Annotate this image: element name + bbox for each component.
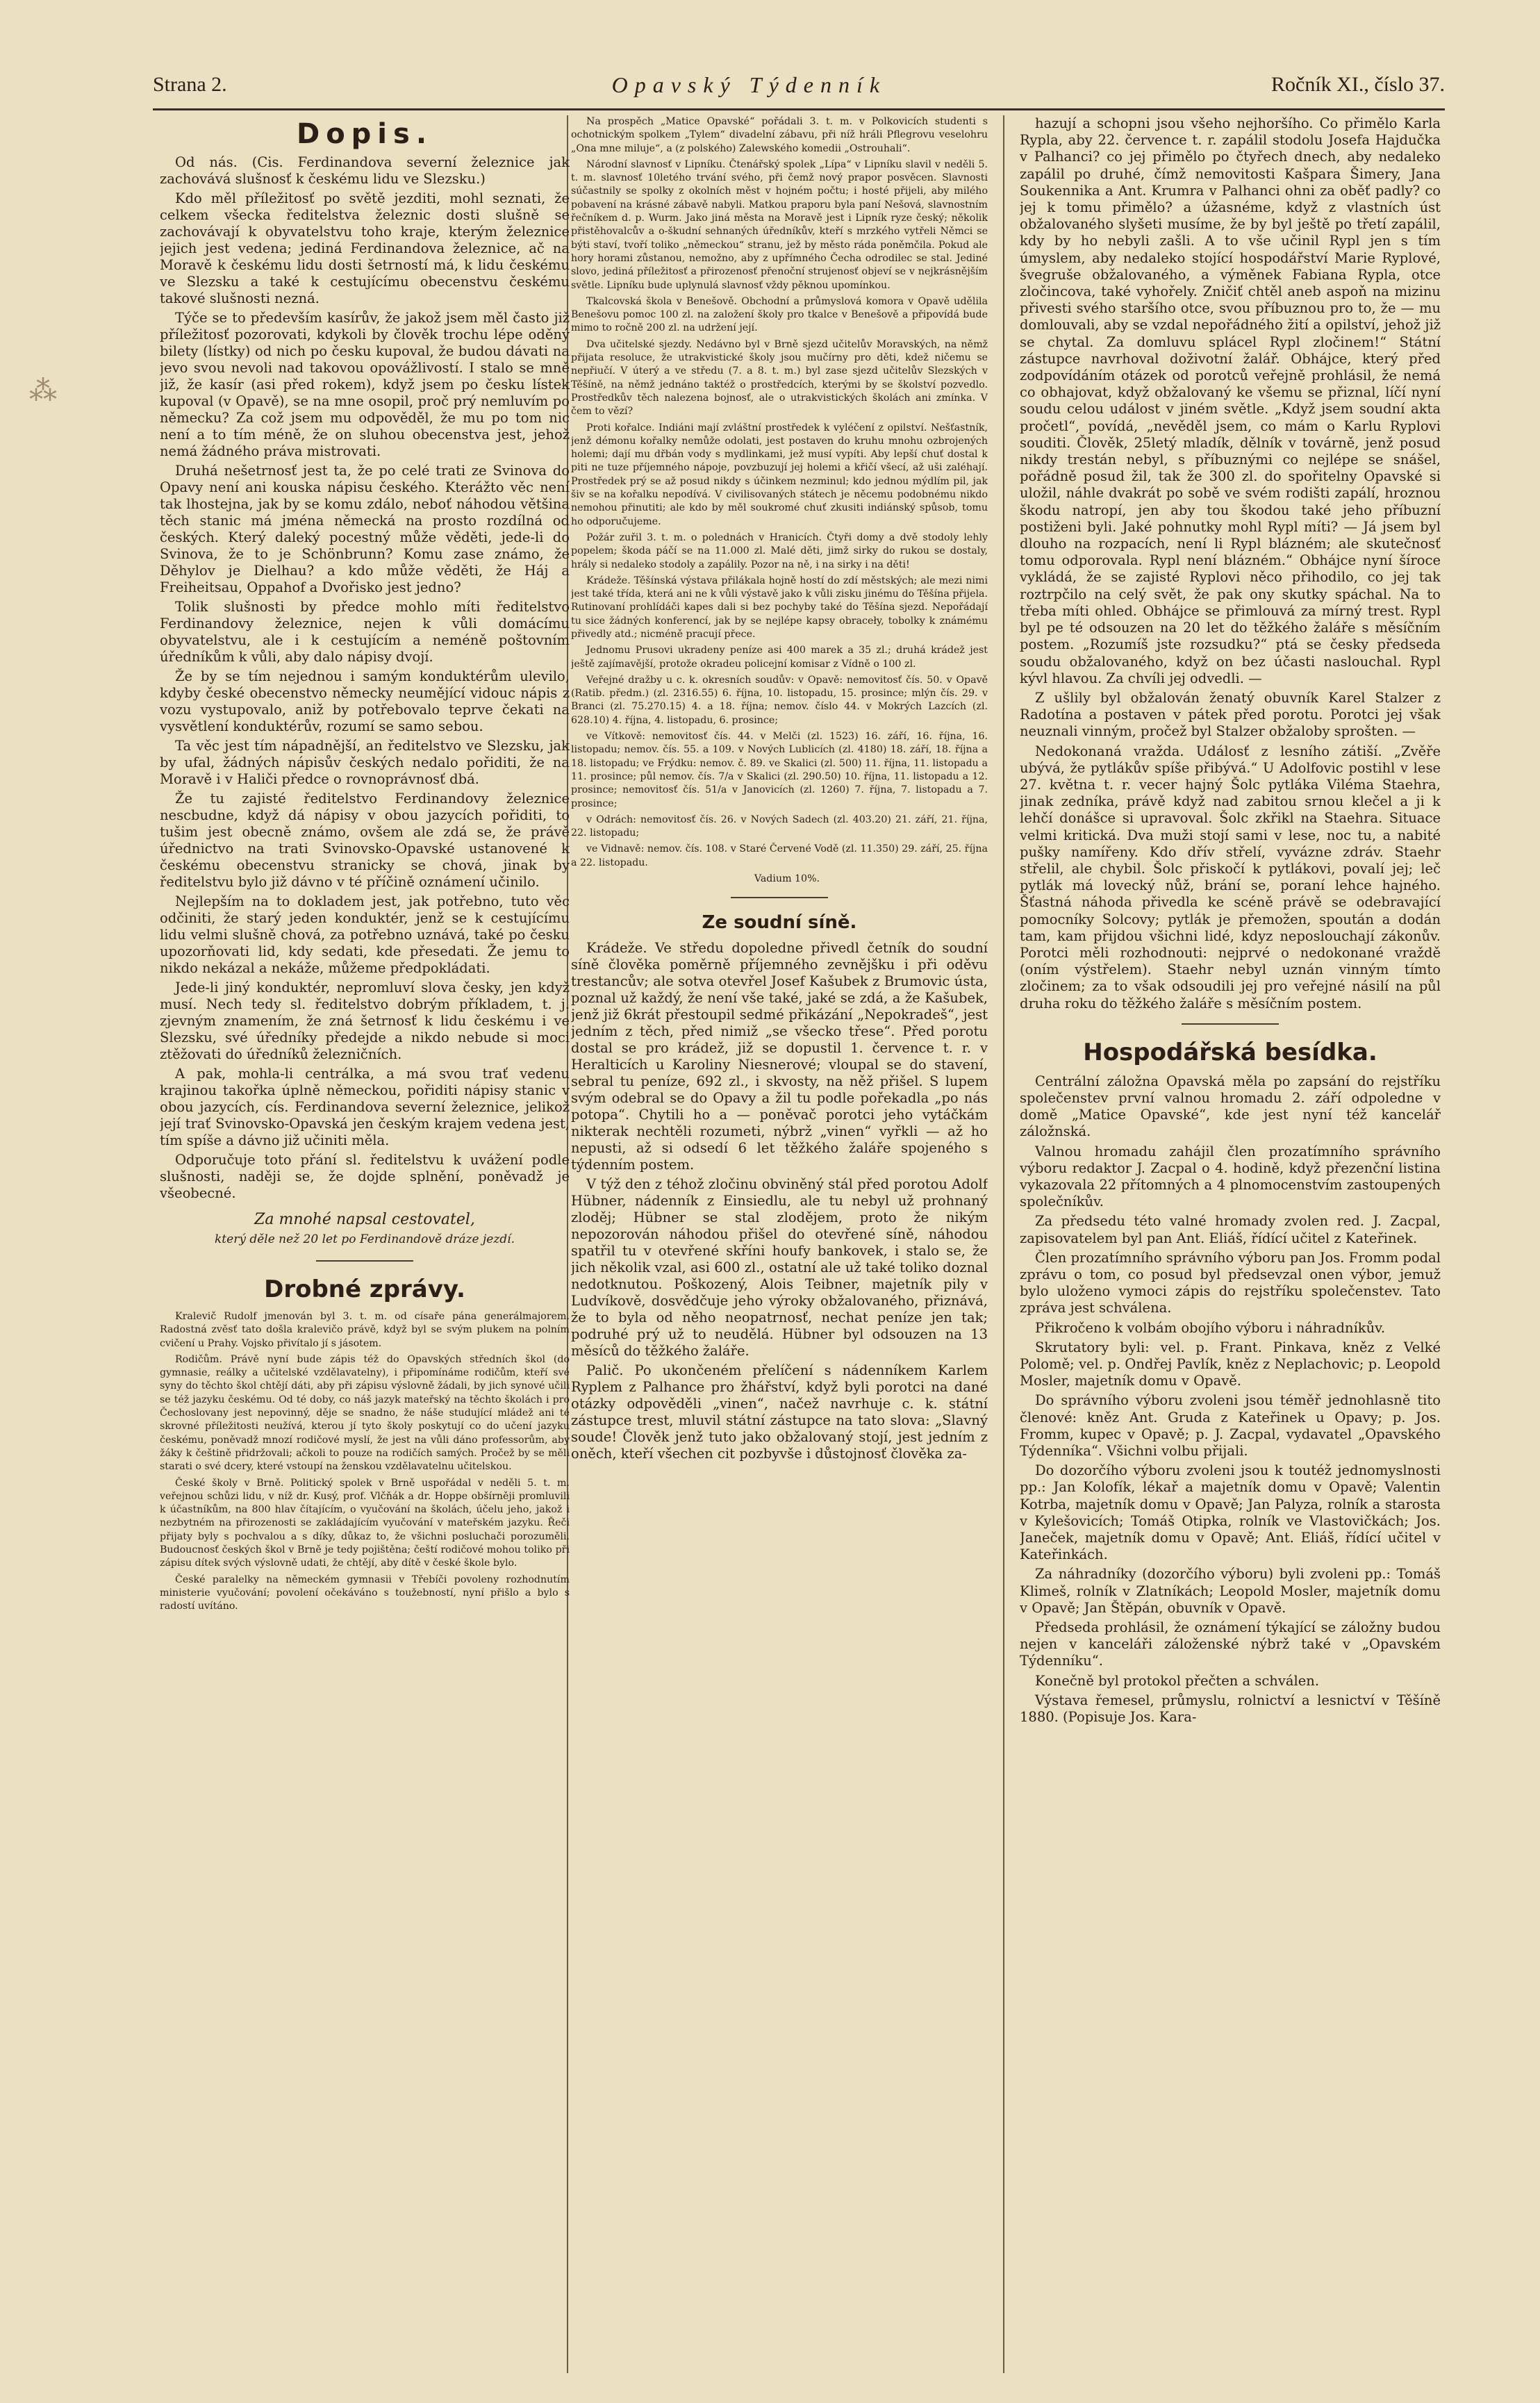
paragraph: Krádeže. Ve středu dopoledne přivedl četník do soudní síně člověka poměrně příjemného zevnějšku i při oděvu trestancův; ale sotva otevřel Josef Kašubek z Brumovic ústa, poznal už každý, že není vše také, jaké se zdá, a že Kašubek, jenž již 6krát přestoupil sedmé přikázání „Nepokradeš“, jest jedním z těch, před nimiž „se všecko třese“. Před porotu dostal se pro krádež, již se dopustil 1. července t. r. v Heralticích u Karoliny Niesnerové; vloupal se do stavení, sebral tu peníze, 692 zl., i skvosty, na něž přišel. S lupem svým odebral se do Opavy a žil tu podle pořekadla „po nás potopa“. Chytili ho a — poněvač porotci jeho vytáčkám nikterak nechtěli rozumeti, nýbrž „vinen“ vyřkli — až ho nepusti, až si odsedí 6 let těžkého žaláře spojeného s týdenním postem.	[571, 940, 988, 1173]
drobne-heading: Drobné zprávy.	[264, 1275, 465, 1303]
paragraph: Jede-li jiný konduktér, nepromluví slova česky, jen když musí. Nech tedy sl. ředitelstvo dobrým příkladem, t. j. zjevným znamením, že zná šetrnosť k lidu českému i ve Slezsku, své úředníky předejde a nikdo nebude si moci ztěžovati do úředníků železničních.	[160, 980, 570, 1062]
court-continuation	[1020, 115, 1441, 1012]
paragraph: Proti kořalce. Indiáni mají zvláštní prostředek k vyléčení z opilství. Nešťastník, jenž démonu kořalky nemůže odolati, jest postaven do kruhu mnohu ozbrojených holemi; dají mu dřbán vody s mydlinkami, jež musí vypíti. Aby lepší chuť dostal k piti ne tuze příjemného nápoje, povzbuzují jej holemi a křičí všecí, až uši zaléhají. Prostředek prý se až posud nikdy s účinkem nezminul; kdo jednou mýdlím pil, jak šiv se na kořalku nepodívá. V civilisovaných státech je něcemu podobnému nikdo nemohou přinutiti; ale kdo by měl soukromé chuť zkusiti indiánský spůsob, tomu ho odporučujeme.	[571, 422, 988, 527]
paragraph: Konečně byl protokol přečten a schválen.	[1035, 1672, 1320, 1689]
paragraph: Výstava řemesel, průmyslu, rolnictví a lesnictví v Těšíně 1880. (Popisuje Jos. Kara-	[1020, 1692, 1441, 1726]
paragraph: Nedokonaná vražda. Událosť z lesního zátiší. „Zvěře ubývá, že pytlákův spíše přibývá.“ U Adolfovic postihl v lese 27. května t. r. vecer hajný Šolc pytláka Viléma Staehra, jinak zedníka, právě když nad zabitou srnou klečel a ji k lehčí donášce si upravoval. Šolc zkřikl na Staehra. Situace velmi kritická. Dva muži stojí sami v lese, noc tu, a nabité pušky namířeny. Kdo dřív střelí, vyvázne zdráv. Staehr střelil, ale chybil. Šolc přiskočí k pytlákovi, povalí jej; leč pytlák má lovecký nůž, brání se, poraní lehce hajného. Šťastná náhoda přivedla ke scéně právě se odebravající pomocníky Solcovy; pytlák je přemožen, spoután a dodán tam, kam přijdou všichni lidé, kdyz neposlouchají zákonův. Porotci měli rozhodnouti: nejprvé o nedokonané vraždě (oním výstřelem). Staehr nebyl uznán vinným tímto zločinem; za to však odsoudili jej pro veřejné násilí na půl druha roku do těžkého žaláře s měsíčním postem.	[1020, 743, 1441, 1011]
paragraph: v Odrách: nemovitosť čís. 26. v Nových Sadech (zl. 403.20) 21. září, 21. října, 22. listopadu;	[571, 814, 988, 839]
signature-line-2: který děle než 20 let po Ferdinandově dráze jezdí.	[215, 1232, 515, 1246]
paragraph: Dva učitelské sjezdy. Nedávno byl v Brně sjezd učitelův Moravských, na němž přijata resoluce, že utrakvistické školy jsou mučírny pro děti, kdež ničemu se nepřiučí. V úterý a ve středu (7. a 8. t. m.) byl zase sjezd učitelův Slezských v Těšíně, na němž jednáno taktéž o prostředcích, kterými by se školství pozvedlo. Prostředkův těch nalezena bojnosť, ale o utrakvistických školách ani zmínka. V čem to vězí?	[571, 338, 988, 418]
soudni-article	[571, 940, 988, 1462]
paragraph: Odporučuje toto přání sl. ředitelstvu k uvážení podle slušnosti, naději se, že dojde splnění, poněvadž je všeobecné.	[160, 1152, 570, 1201]
scan-mark: ⁂	[29, 375, 57, 407]
paragraph: Veřejné dražby u c. k. okresních soudův: v Opavě: nemovitosť čís. 50. v Opavě (Ratib. předm.) (zl. 2316.55) 6. října, 10. listopadu, 15. prosince; mlýn čís. 29. v Branci (zl. 75.270.15) 4. a 18. října; nemov. číslo 44. v Mokrých Lazcích (zl. 628.10) 4. října, 4. listopadu, 6. prosince;	[571, 674, 988, 726]
hospodarska-heading: Hospodářská besídka.	[1083, 1038, 1377, 1066]
paragraph: Za náhradníky (dozorčího výboru) byli zvoleni pp.: Tomáš Klimeš, rolník v Zlatníkách; Leopold Mosler, majetník domu v Opavě; Jan Štěpán, obuvník v Opavě.	[1020, 1566, 1441, 1616]
signature-line-1: Za mnohé napsal cestovatel,	[254, 1211, 475, 1228]
paragraph: Skrutatory byli: vel. p. Frant. Pinkava, kněz z Velké Polomě; vel. p. Ondřej Pavlík, kněz z Neplachovic; p. Leopold Mosler, majetník domu v Opavě.	[1020, 1339, 1441, 1389]
paragraph: Jednomu Prusovi ukradeny peníze asi 400 marek a 35 zl.; druhá krádež jest ještě zajímavější, protože okradeu policejní komisar z Vídně o 100 zl.	[571, 645, 988, 670]
paragraph: Do správního výboru zvoleni jsou téměř jednohlasně tito členové: kněz Ant. Gruda z Kateřinek u Opavy; p. Jos. Fromm, kupec v Opavě; p. J. Zacpal, vydavatel „Opavského Týdenníka“. Všichni volbu přijali.	[1020, 1392, 1441, 1460]
paragraph: Že by se tím nejednou i samým konduktérům ulevilo, kdyby české obecenstvo německy neumějící vidouc nápis z vozu vystupovalo, aniž by potřebovalo teprve čekati na vysvětlení konduktérův, rozumí se samo sebou.	[160, 668, 570, 734]
paragraph: Krádeže. Těšínská výstava přilákala hojně hostí do zdí městských; ale mezi nimi jest také třída, která ani ne k vůli výstavě jako k vůli zisku jinému do Těšína přijela. Rutinovaní prohlídáči kapes dali si bez pochyby také do Těšína sjezd. Nepořádají tu sice žádných konferencí, jak by se nejlépe kapsy obraceły, tobolky k známému přivedly atd.; nicméně pracují přece.	[571, 575, 988, 640]
paragraph: V týž den z téhož zločinu obviněný stál před porotou Adolf Hübner, nádenník z Einsiedlu, ale tu nebyl už prohnaný zloděj; Hübner se stal zlodějem, proto že nikým nepozorován náhodou přišel do otevřené síně, náhodou spatřil tu v otevřené skříni houfy bankovek, i stalo se, že jich několik vzal, asi 600 zl., ostatní ale už také toliko doznal nedotknutou. Poškozený, Alois Teibner, majetník pily v Ludvíkově, dosvědčuje jeho výroky obžalovaného, přiznává, že to byla od něho neopatrnosť, nechat peníze jen tak; podruhé prý už to neudělá. Hübner byl odsouzen na 13 měsíců do těžkého žaláře.	[571, 1176, 988, 1360]
header-rule	[153, 108, 1445, 110]
dopis-heading: Dopis.	[296, 118, 433, 150]
paragraph: Vadium 10%.	[754, 873, 820, 885]
drobne-article	[160, 1310, 570, 1614]
hospodarska-article	[1020, 1073, 1441, 1726]
dopis-signature	[160, 1210, 570, 1249]
paragraph: Požár zuřil 3. t. m. o polednách v Hranicích. Čtyři domy a dvě stodoly lehly popelem; škoda páčí se na 11.000 zl. Malé děti, jimž sirky do rukou se dostaly, hrály si nedaleko stodoly a zapálily. Pozor na ně, i na sirky i na děti!	[571, 531, 988, 570]
paragraph: Národní slavnosť v Lipníku. Čtenářský spolek „Lípa“ v Lipníku slavil v neděli 5. t. m. slavnosť 10letého trvání svého, při čemž nový prapor posvěcen. Slavnosti súčastnily se spolky z okolních měst v hojném počtu; i hosté přijeli, aby milého pobavení na krásné zábavě nabyli. Matkou praporu byla paní Nešová, slavnostním řečníkem d. p. Wurm. Jako jiná města na Moravě jest i Lipník ryze český; několik přistěhovalcův a o-škudní sehnaných úředníkův, kteří s mrzkého vytřeli Němci se býti staví, tvoří toliko „německou“ stranu, jež by město ráda poněmčila. Pokud ale hory horami zůstanou, nemožno, aby z upřímného Čecha odrodilec se stal. Jediné slovo, jediná příležitosť a přirozenosť přenoční strujenosť objeví se v nejkrásnějším světle. Lipníku bude uplynulá slavnosť vždy pěknou upomínkou.	[571, 158, 988, 291]
paragraph: Ta věc jest tím nápadnější, an ředitelstvo ve Slezsku, jak by ufal, žádných nápisův českých nedalo pořiditi, že na Moravě i v Haliči předce o rovnoprávnosť dbá.	[160, 738, 570, 787]
paragraph: ve Vítkově: nemovitosť čís. 44. v Melči (zl. 1523) 16. září, 16. října, 16. listopadu; nemov. čís. 55. a 109. v Nových Lublicích (zl. 4180) 18. září, 18. října a 18. listopadu; ve Frýdku: nemov. č. 89. ve Skalici (zl. 500) 11. října, 11. listopadu a 11. prosince; půl nemov. čís. 7/a v Skalici (zl. 290.50) 10. října, 11. listopadu a 12. prosince; nemovitosť čís. 51/a v Janovicích (zl. 1260) 7. října, 7. listopadu a 7. prosince;	[571, 731, 988, 809]
paragraph: Kralevič Rudolf jmenován byl 3. t. m. od císaře pána generálmajorem. Radostná zvěsť tato došla kralevičo právě, když byl se svým plukem na polním cvičení u Prahy. Vojsko přivítalo jí s jásotem.	[160, 1311, 570, 1349]
page-header	[153, 67, 1445, 103]
paragraph: hazují a schopni jsou všeho nejhoršího. Co přimělo Karla Rypla, aby 22. července t. r. zapálil stodolu Josefa Hajdučka v Palhanci? co jej přimělo po čtyřech dnech, aby nedaleko zapálil po druhé, čímž nemovitosti Kašpara Šimery, Jana Soukennika a Ant. Krumra v Palhanci ohni za oběť padly? co jej k tomu přimělo? a úžasnéme, když z vlastních úst obžalovaného slyšeti musíme, že by byl ještě po třetí zapálil, kdy by ho nebyli zašli. A to vše učinil Rypl jen s tím úmyslem, aby nedaleko stojící hospodářství Marie Ryplové, švegruše obžalovaného, a výměnek Fabiana Rypla, otce zločincova, také vyhořely. Zničiť chtěl aneb aspoň na mizinu přivesti svého staršího otce, svou příbuznou pro to, že — mu domlouvali, aby se vzdal nepořádného žití a opilství, jehož již se chytal. Za domluvu splácel Rypl zločinem!“ Státní zástupce navrhoval doživotní žalář. Obhájce, který před zodpovídáním otázek od porotců veřejně prohlásil, že nemá co obhajovat, když obžalovaný ke všemu se přiznal, líčí nyní soudu celou událost v jiném světle. „Když jsem soudní akta pročetl“, povídá, „nevěděl jsem, co mám o Karlu Ryplovi souditi. Člověk, 25letý mladík, dělník v továrně, jenž posud nikdy trestán nebyl, s příbuznými co nejlépe se snášel, pořádně posud žil, tak že 300 zl. do spořitelny Opavské si uložil, náhle dvakrát po sobě ve svém rodišti zapálí, hroznou škodu natropí, jen aby tou škodou také jeho příbuzní postiženi byli. Jaké pohnutky mohl Rypl míti? — Já jsem byl dlouho na rozpacích, není li Rypl blázném; ale skutečnosť tomu odporovala. Rypl není blázném.“ Obhájce nyní šíroce vykládá, že se zajisté Ryplovi něco přihodilo, co jej tak roztrpčilo na celý svět, že pak ony skutky spáchal. Na to třeba míti ohled. Obhájce se přimlouvá za mírný trest. Rypl byl pe té odsouzen na 20 let do těžkého žaláře s měsíčním postem. „Rozumíš jste rozsudku?“ ptá se česky předseda soudu obžalovaného, když on bez účasti naslouchal. Rypl kývl hlavou. Za chvíli jej odvedli. —	[1020, 115, 1441, 686]
column-divider-2	[1003, 115, 1004, 2373]
paragraph: Předseda prohlásil, že oznámení týkající se záložny budou nejen v kanceláři záloženské nýbrž také v „Opavském Týdenníku“.	[1020, 1619, 1441, 1669]
section-divider	[731, 897, 828, 898]
dopis-article	[160, 154, 570, 1202]
paragraph: Z ušlily byl obžalován ženatý obuvník Karel Stalzer z Radotína a postaven v pátek před porotu. Porotci jej však neuznali vinným, pročež byl Stalzer obžaloby sprošten. —	[1020, 689, 1441, 740]
paragraph: Tolik slušnosti by předce mohlo míti ředitelstvo Ferdinandovy železnice, nejen k vůli domácímu obyvatelstvu, ale i k cestujícím a neméně poštovním úředníkům k vůli, aby dalo nápisy dvojí.	[160, 599, 570, 665]
column-1	[160, 115, 570, 2373]
paragraph: Do dozorčího výboru zvoleni jsou k toutéž jednomyslnosti pp.: Jan Kolofík, lékař a majetník domu v Opavě; Valentin Kotrba, majetník domu v Opavě; Jan Palyza, rolník a starosta v Kylešovicích; Tomáš Otipka, rolník ve Vlastovičkách; Jos. Janeček, majetník domu v Opavě; Ant. Eliáš, řídící učitel v Kateřinkách.	[1020, 1462, 1441, 1563]
paragraph: Kdo měl příležitosť po světě jezditi, mohl seznati, že celkem všecka ředitelstva železnic dosti slušně se zachovávají k obyvatelstvu toho kraje, kterým železnice jejich jest vedena; jediná Ferdinandova železnice, ač na Moravě k českému lidu dosti šetrností má, k lidu českému ve Slezsku a také k cestujícímu obecenstvu českému takové slušnosti nezná.	[160, 190, 570, 306]
column-2	[571, 115, 988, 2373]
paragraph: A pak, mohla-li centrálka, a má svou trať vedenu krajinou takořka úplně německou, pořiditi nápisy stanic v obou jazycích, cís. Ferdinandova severní železnice, jelikož její trať Svinovsko-Opavská jen českým krajem vedena jest, tím spíše a dávno již učiniti měla.	[160, 1066, 570, 1148]
paragraph: ve Vidnavě: nemov. čís. 108. v Staré Červené Vodě (zl. 11.350) 29. září, 25. října a 22. listopadu.	[571, 843, 988, 868]
section-divider	[1182, 1023, 1279, 1025]
soudni-heading: Ze soudní síně.	[702, 912, 857, 934]
paragraph: Rodičům. Právě nyní bude zápis též do Opavských středních škol (do gymnasie, reálky a učitelské vzdělavatelny), i připomínáme rodičům, kteří své syny do těchto škol chtějí dáti, aby při zápisu výslovně žádali, by jich synové učili se též jazyku českému. Od té doby, co náš jazyk mateřský na těchto školách i pro Čechoslovany jest nepovinný, děje se snadno, že náše studující mládež ani té skrovné příležitosti neužívá, kterou jí tyto školy poskytují co do učení jazyku českému, poněvadž mnozí rodičové myslí, že jest na vůli dáno professorům, aby žáky k češtině přidržovali; ačkoli to pouze na rodičích samých. Pročež by se měli starati o své dcery, které vstoupí na ženskou vzdělavatelnu učitelskou.	[160, 1353, 570, 1473]
column-3	[1020, 115, 1441, 2373]
paragraph: Že tu zajisté ředitelstvo Ferdinandovy železnice nescbudne, když dá nápisy v obou jazycích pořiditi, to tušim jest obecně známo, ovšem ale zdá se, že právě úřednictvo na trati Svinovsko-Opavské ustanovené k českému obecenstvu stranicky se chová, jinak by ředitelstvu bylo již dávno v té příčině oznámení učinilo.	[160, 791, 570, 890]
paragraph: České školy v Brně. Politický spolek v Brně uspořádal v neděli 5. t. m. veřejnou schůzi lidu, v níž dr. Kusý, prof. Vlčňák a dr. Hoppe obšírněji promluvili k účastníkům, na 800 hlav čítajícím, o vyučování na školách, účelu jeho, jakož i nezbytném na přirozenosti se zakládajícím vyučování v mateřském jazyku. Řeči přijaty byly s pochvalou a s díky, důkaz to, že všichni posluchači porozuměli. Budoucnosť českých škol v Brně je tedy pojištěna; čeští rodičové mohou toliko při zápisu dítek svých výslovně udati, že chtějí, aby dítě v české škole bylo.	[160, 1477, 570, 1569]
paragraph: České paralelky na německém gymnasii v Třebíči povoleny rozhodnutím ministerie vyučování; povolení očekáváno s toužebností, nyní přišlo a bylo s radostí uvítáno.	[160, 1574, 570, 1612]
paragraph: Druhá nešetrnosť jest ta, že po celé trati ze Svinova do Opavy není ani kouska nápisu českého. Kterážto věc není tak lhostejna, jak by se komu zdálo, neboť náhodou většina těch stanic má jména německá na prosto rozdílná od českých. Který daleký pocestný může věděti, jede-li do Svinova, že to je Schönbrunn? Komu zase známo, že Děhylov je Dielhau? a kdo může věděti, že Háj a Freiheitsau, Oppahof a Dvořisko jest jedno?	[160, 463, 570, 595]
paragraph: Tkalcovská škola v Benešově. Obchodní a průmyslová komora v Opavě udělila Benešovu pomoc 100 zl. na založení školy pro tkalce v Benešově a připovídá bude mimo to ročně 200 zl. na udržení její.	[571, 295, 988, 334]
paragraph: Centrální záložna Opavská měla po zapsání do rejstříku společenstev první valnou hromadu 2. září odpoledne v domě „Matice Opavské“, kde jest nyní též kancelář záložnská.	[1020, 1073, 1441, 1140]
newspaper-title: Opavský Týdenník	[611, 72, 887, 97]
paragraph: Na prospěch „Matice Opavské“ pořádali 3. t. m. v Polkovicích studenti s ochotnickým spolkem „Tylem“ divadelní zábavu, při níž hráli Pflegrovu veselohru „Ona mne miluje“, a (z polského) Zalewského komedii „Ostrouhali“.	[571, 116, 988, 154]
news-items	[571, 115, 988, 886]
paragraph: Za předsedu této valné hromady zvolen red. J. Zacpal, zapisovatelem byl pan Ant. Eliáš, řídící učitel z Kateřinek.	[1020, 1213, 1441, 1246]
volume-issue: Ročník XI., číslo 37.	[1271, 73, 1445, 96]
paragraph: Od nás. (Cis. Ferdinandova severní železnice jak zachovává slušnosť k českému lidu ve Slezsku.)	[160, 154, 570, 187]
paragraph: Týče se to především kasírův, že jakož jsem měl často již příležitosť pozorovati, kdykoli by člověk trochu lépe oděný bilety (lístky) od nich po česku kupoval, že budou dávati na jevo svou nevoli nad takovou opovážlivostí. I stalo se mně již, že kasír (asi před rokem), když jsem po česku lístek kupoval (v Opavě), se na mne osopil, proč prý nemluvím po německu? Za což jsem mu odpověděl, že mu po tom nic není a to tím méně, že on sluhou obecenstva jest, jehož nemá žádného práva mistrovati.	[160, 310, 570, 459]
paragraph: Člen prozatímního správního výboru pan Jos. Fromm podal zprávu o tom, co posud byl předsevzal onen výbor, jemuž bylo uloženo vymoci zápis do rejstříku společenstev. Tato zpráva jest schválena.	[1020, 1249, 1441, 1316]
page-number: Strana 2.	[153, 73, 227, 96]
paragraph: Nejlepším na to dokladem jest, jak potřebno, tuto věc odčiniti, že starý jeden konduktér, jenž se k cestujícímu lidu velmi slušně chová, za potřebno uznává, také po česku upozorňovati lid, kdy sedati, kde přesedati. Že jemu to nikdo nekázal a nekáže, můžeme předpokládati.	[160, 893, 570, 976]
paragraph: Přikročeno k volbám obojího výboru i náhradníkův.	[1035, 1319, 1386, 1336]
paragraph: Palič. Po ukončeném přelíčení s nádenníkem Karlem Ryplem z Palhance pro žhářství, když byli porotci na dané otázky odpověděli „vinen“, načež navrhuje c. k. státní zástupce trest, mluvil státní zástupce na tato slova: „Slavný soude! Člověk jenž tuto jako obžalovaný stojí, jest jedním z oněch, kteří všechen cit pozbyvše i důstojnosť člověka za-	[571, 1362, 988, 1462]
section-divider	[316, 1260, 413, 1262]
paragraph: Valnou hromadu zahájil člen prozatímního správního výboru redaktor J. Zacpal o 4. hodině, když přezenční listina vykazovala 22 přítomných a 4 plnomocenstvím zastoupených společníkův.	[1020, 1143, 1441, 1210]
